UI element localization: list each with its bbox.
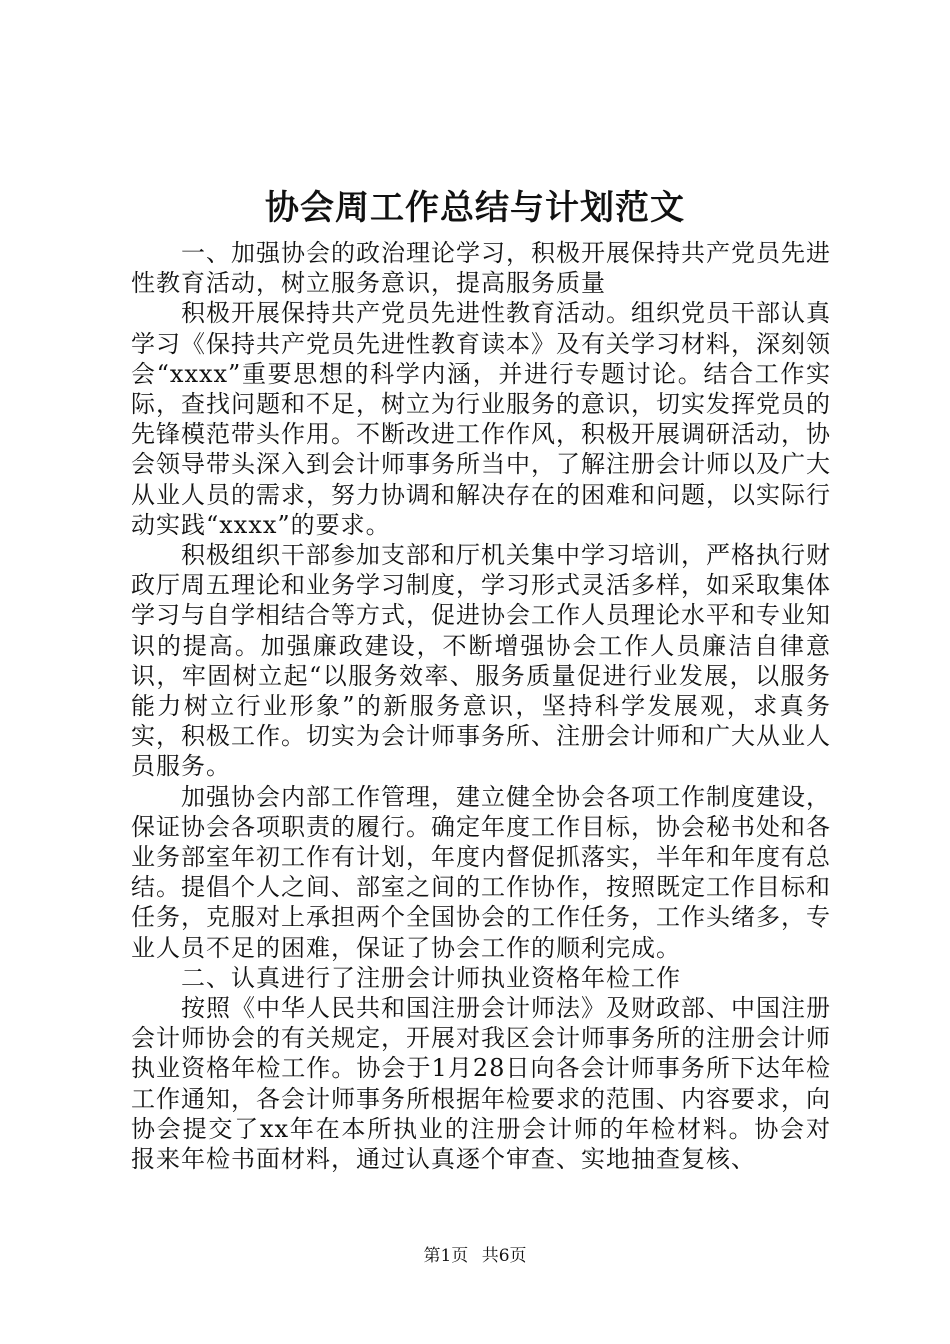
- page-footer: [0, 1244, 950, 1268]
- section-heading: 二、认真进行了注册会计师执业资格年检工作: [181, 963, 681, 992]
- body-paragraph: 积极组织干部参加支部和厅机关集中学习培训，严格执行财政厅周五理论和业务学习制度，学习形式灵活多样，如采取集体学习与自学相结合等方式，促进协会工作人员理论水平和专业知识的提高。加强廉政建设，不断增强协会工作人员廉洁自律意识，牢固树立起“以服务效率、服务质量促进行业发展，以服务能力树立行业形象”的新服务意识，坚持科学发展观，求真务实，积极工作。切实为会计师事务所、注册会计师和广大从业人员服务。: [131, 541, 831, 781]
- page-number: 第1页: [423, 1246, 469, 1266]
- document-title: 协会周工作总结与计划范文: [265, 188, 685, 228]
- body-paragraph: 加强协会内部工作管理，建立健全协会各项工作制度建设，保证协会各项职责的履行。确定年度工作目标，协会秘书处和各业务部室年初工作有计划，年度内督促抓落实，半年和年度有总结。提倡个人之间、部室之间的工作协作，按照既定工作目标和任务，克服对上承担两个全国协会的工作任务，工作头绪多，专业人员不足的困难，保证了协会工作的顺利完成。: [131, 782, 831, 962]
- document-body: [131, 238, 831, 1174]
- body-paragraph: 按照《中华人民共和国注册会计师法》及财政部、中国注册会计师协会的有关规定，开展对我区会计师事务所的注册会计师执业资格年检工作。协会于1月28日向各会计师事务所下达年检工作通知，各会计师事务所根据年检要求的范围、内容要求，向协会提交了xx年在本所执业的注册会计师的年检材料。协会对报来年检书面材料，通过认真逐个审查、实地抽查复核、: [131, 994, 831, 1174]
- page-total: 共6页: [481, 1246, 527, 1266]
- body-paragraph: 积极开展保持共产党员先进性教育活动。组织党员干部认真学习《保持共产党员先进性教育读本》及有关学习材料，深刻领会“xxxx”重要思想的科学内涵，并进行专题讨论。结合工作实际，查找问题和不足，树立为行业服务的意识，切实发挥党员的先锋模范带头作用。不断改进工作作风，积极开展调研活动，协会领导带头深入到会计师事务所当中，了解注册会计师以及广大从业人员的需求，努力协调和解决存在的困难和问题，以实际行动实践“xxxx”的要求。: [131, 299, 831, 539]
- section-heading: 一、加强协会的政治理论学习，积极开展保持共产党员先进性教育活动，树立服务意识，提高服务质量: [131, 239, 831, 298]
